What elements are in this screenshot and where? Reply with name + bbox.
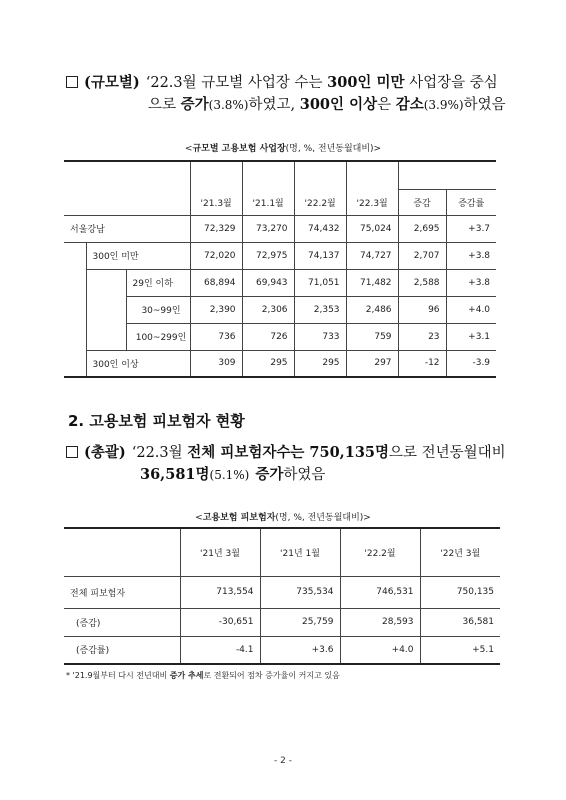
table1-caption [0,141,566,154]
table1-cell: 2,306 [242,296,294,323]
table1-cell: 96 [398,296,446,323]
table2-corner [64,528,180,576]
section1-300plus: 300인 이상 [299,96,378,113]
table1-caption-unit: (명, %, 전년동월대비)> [285,144,382,154]
section2-total-insured: 전체 피보험자수는 750,135명 [187,444,390,461]
table1-cell: 295 [242,350,294,377]
section1-line1 [66,72,506,94]
table1-row-label: 300인 미만 [86,242,190,269]
section1-line2 [66,94,506,116]
table1-corner [64,161,190,215]
table2-row-label: (증감) [64,608,180,636]
table1-change-group-header [398,161,496,189]
table1-cell: 2,390 [190,296,242,323]
table2-caption-pre: < [195,513,203,523]
table1-indent-cell [64,242,86,377]
table1-cell: 2,353 [294,296,346,323]
section1-paragraph [66,72,506,116]
table2-caption-unit: (명, %, 전년동월대비)> [275,513,371,523]
table1-row-label: 서울강남 [64,215,190,242]
table1-col-header: '21.1월 [242,161,294,215]
table1-indent-cell [86,269,126,350]
table1-cell: 75,024 [346,215,398,242]
table1-row-label: 300인 이상 [86,350,190,377]
section1-text-a: ‘22.3월 규모별 사업장 수는 [145,75,328,91]
section1-text-b: 300인 미만 [327,74,405,91]
table1-cell: +3.7 [446,215,496,242]
section1-text-e: 하였고, [248,97,300,113]
table1-cell: 726 [242,323,294,350]
table1-cell: -3.9 [446,350,496,377]
table1-cell: 2,486 [346,296,398,323]
section2-text-c: 으로 전년동월대비 [389,445,506,461]
table1-cell: 23 [398,323,446,350]
table1-cell: 2,707 [398,242,446,269]
footnote-text-b: 로 전환되어 점차 증가율이 커지고 있음 [203,671,340,680]
table2-row-label: (증감률) [64,636,180,664]
table1-cell: 74,432 [294,215,346,242]
footnote-emphasis: 증가 추세 [169,671,204,680]
footnote-text-a: * '21.9월부터 다시 전년대비 [66,671,170,680]
page-number: - 2 - [274,756,292,766]
table1-cell: 71,482 [346,269,398,296]
table2-cell: 746,531 [340,576,420,608]
table1-cell: 72,020 [190,242,242,269]
section1-text-c: 사업장을 중심 [404,75,498,91]
section2-increase: 증가 [255,466,284,483]
table1-caption-title: 규모별 고용보험 사업장 [192,144,286,154]
section1-decrease: 감소 [395,96,424,113]
table2-col-header: '22.2월 [340,528,420,576]
table1-cell: 733 [294,323,346,350]
table1-cell: 736 [190,323,242,350]
table1-cell: 68,894 [190,269,242,296]
section2-change-count: 36,581명 [140,466,210,483]
section1-text-g: 하였음 [463,97,506,113]
table1-cell: 74,137 [294,242,346,269]
table1-cell: 72,975 [242,242,294,269]
table1-cell: 74,727 [346,242,398,269]
section2-line1 [66,442,506,464]
footnote [66,670,340,681]
checkbox-bullet-icon [66,446,78,458]
insured-persons-table [64,527,500,665]
section1-decrease-rate: (3.9%) [423,98,464,112]
table2-cell: 735,534 [260,576,340,608]
section1-text-f: 은 [377,97,396,113]
table2-cell: 36,581 [420,608,500,636]
table1-row-label: 30~99인 [126,296,190,323]
table1-cell: 309 [190,350,242,377]
table1-cell: 69,943 [242,269,294,296]
section2-text-d: 하였음 [283,467,326,483]
business-size-table [64,160,496,378]
table1-cell: +3.8 [446,242,496,269]
table2-caption-title: 고용보험 피보험자 [202,513,276,523]
section2-text-a: ‘22.3월 [131,445,188,461]
section2-change-rate: (5.1%) [209,468,250,482]
section1-increase: 증가 [180,96,209,113]
table1-col-header: '21.3월 [190,161,242,215]
table1-col-header: 증감 [398,189,446,215]
table1-cell: 2,695 [398,215,446,242]
table1-cell: 297 [346,350,398,377]
section2-line2 [66,464,506,486]
table2-caption [0,510,566,523]
table2-cell: -30,651 [180,608,260,636]
checkbox-bullet-icon [66,76,78,88]
table1-col-header: 증감률 [446,189,496,215]
section2-heading: 2. 고용보험 피보험자 현황 [68,412,245,430]
table2-col-header: '21년 1월 [260,528,340,576]
table1-row-label: 100~299인 [126,323,190,350]
table1-col-header: '22.3월 [346,161,398,215]
table2-row-label: 전체 피보험자 [64,576,180,608]
table1-cell: 72,329 [190,215,242,242]
table2-cell: 25,759 [260,608,340,636]
table2-cell: +4.0 [340,636,420,664]
section1-tag: (규모별) [84,74,140,91]
table1-cell: +3.1 [446,323,496,350]
table1-cell: +4.0 [446,296,496,323]
section2-paragraph [66,442,506,486]
section1-increase-rate: (3.8%) [208,98,249,112]
table2-cell: +5.1 [420,636,500,664]
table2-cell: 713,554 [180,576,260,608]
table1-cell: 759 [346,323,398,350]
table1-cell: 2,588 [398,269,446,296]
table1-row-label: 29인 이하 [126,269,190,296]
table1-cell: 295 [294,350,346,377]
section2-tag: (총괄) [84,444,126,461]
table1-cell: 71,051 [294,269,346,296]
table1-caption-pre: < [184,144,193,154]
table2-cell: 28,593 [340,608,420,636]
table2-cell: -4.1 [180,636,260,664]
table2-cell: 750,135 [420,576,500,608]
table1-col-header: '22.2월 [294,161,346,215]
section1-text-d: 으로 [148,97,181,113]
table2-col-header: '22년 3월 [420,528,500,576]
table2-col-header: '21년 3월 [180,528,260,576]
table1-cell: +3.8 [446,269,496,296]
table1-cell: -12 [398,350,446,377]
table1-cell: 73,270 [242,215,294,242]
table2-cell: +3.6 [260,636,340,664]
